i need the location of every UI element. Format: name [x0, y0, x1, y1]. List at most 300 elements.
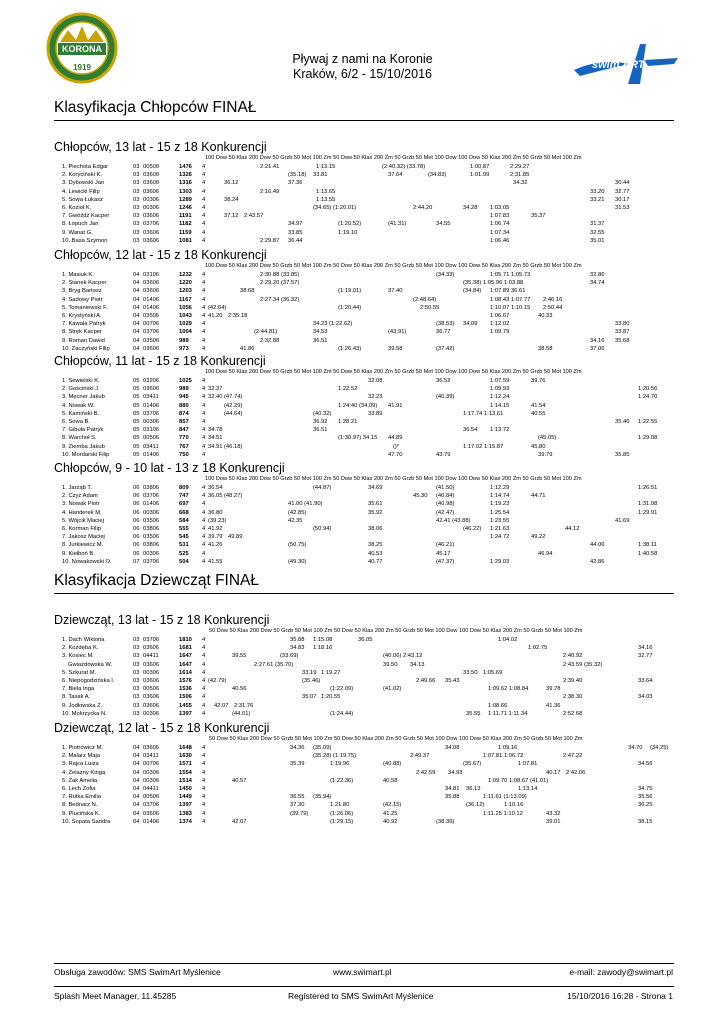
- split-time: 41.25: [383, 810, 398, 817]
- split-time: 2:42.06: [566, 769, 586, 776]
- section-divider: [54, 120, 674, 121]
- split-time: (39.23): [208, 517, 227, 524]
- event-count: 4: [202, 485, 206, 491]
- points: 555: [179, 526, 189, 532]
- split-time: (46.18): [224, 443, 243, 450]
- split-time: 1:21.63: [490, 526, 510, 532]
- split-time: 36.80: [208, 509, 223, 516]
- split-time: 1:01.99: [470, 172, 490, 179]
- logo-left-text: KORONA: [62, 44, 102, 54]
- footer-email: e-mail: zawody@swimart.pl: [569, 967, 673, 977]
- athlete-name: 7. Kawala Patryk: [62, 321, 106, 328]
- points: 1056: [179, 304, 192, 311]
- event-count: 4: [202, 661, 206, 668]
- birth-year: 05: [133, 419, 140, 425]
- club-code: 00706: [143, 321, 160, 328]
- split-time: 42.07: [214, 702, 229, 709]
- athlete-name: 5. Kamiński B.: [62, 410, 100, 417]
- split-time: 1:09.79: [490, 329, 510, 336]
- split-time: 33.19: [302, 669, 317, 676]
- split-time: 36.54: [463, 427, 478, 434]
- birth-year: 04: [133, 288, 140, 295]
- split-time: 40.57: [232, 777, 247, 784]
- split-time: 34.97: [288, 221, 303, 228]
- split-time: 1:19.96: [330, 761, 350, 768]
- split-time: 1:19.23: [490, 501, 510, 508]
- split-time: 39.78: [546, 686, 561, 693]
- event-count: 4: [202, 164, 206, 170]
- split-time: (1:19.01): [338, 288, 362, 295]
- split-time: (47.74): [224, 394, 243, 401]
- athlete-name: 3. Bryg Bartosz: [62, 288, 102, 295]
- split-time: 35.85: [615, 451, 630, 458]
- athlete-name: 5. Żak Amelia: [62, 777, 98, 784]
- club-code: 03606: [143, 661, 160, 668]
- athlete-name: 2. Stanek Kacper: [62, 280, 107, 287]
- split-time: 34.28: [463, 205, 478, 211]
- split-time: (38.53): [436, 321, 455, 328]
- split-time: 32.40: [208, 394, 223, 401]
- athlete-name: 9. Ziemba Jakub: [62, 443, 105, 450]
- athlete-name: 1. Sewielski K.: [62, 378, 100, 384]
- split-time: 1:06.74: [490, 221, 510, 228]
- birth-year: 05: [133, 443, 140, 450]
- split-time: (1:20.52): [338, 221, 362, 228]
- split-time: 30.44: [615, 180, 630, 187]
- split-time: 1:11.71 1:11.34: [488, 710, 528, 717]
- split-time: 1:23.55: [490, 517, 510, 524]
- section-title-girls: Klasyfikacja Dziewcząt FINAŁ: [54, 572, 260, 589]
- split-time: 34.51: [208, 435, 223, 442]
- points: 880: [179, 402, 189, 409]
- split-time: (35.09): [313, 745, 332, 751]
- split-time: (34.83): [428, 172, 447, 179]
- split-time: 1:10.16: [504, 802, 524, 809]
- event-count: 4: [202, 777, 206, 784]
- athlete-name: 9. Wanat G.: [62, 229, 93, 236]
- split-time: (2:40.32) (33.78): [382, 164, 426, 170]
- split-time: 2:31.76: [234, 702, 254, 709]
- birth-year: 04: [133, 329, 140, 336]
- athlete-name: 1. Masiuk K.: [62, 272, 94, 278]
- split-time: 41.55: [208, 558, 223, 565]
- split-time: 2:29.20 (37.57): [260, 280, 300, 287]
- split-time: 1:13.72: [490, 427, 510, 434]
- split-time: 37.40: [388, 288, 403, 295]
- athlete-name: 6. Lech Zofia: [62, 786, 96, 792]
- points: 1514: [179, 777, 192, 784]
- club-code: 00706: [143, 761, 160, 768]
- event-count: 4: [202, 172, 206, 179]
- birth-year: 04: [133, 280, 140, 287]
- athlete-name: 9. Jodłowska Z.: [62, 702, 103, 709]
- split-time: (44.87): [313, 485, 332, 491]
- split-time: 41.26: [208, 542, 223, 549]
- split-time: 1:03.05: [490, 205, 510, 211]
- event-count: 4: [202, 810, 206, 817]
- split-time: 1:31.08: [638, 501, 658, 508]
- split-time: 1:29.03: [490, 558, 510, 565]
- event-count: 4: [202, 818, 206, 825]
- split-time: 36.51: [313, 337, 328, 344]
- group-title: Chłopców, 11 lat - 15 z 18 Konkurencji: [54, 354, 266, 368]
- event-count: 4: [202, 786, 206, 792]
- points: 1648: [179, 745, 192, 751]
- points: 767: [179, 443, 189, 450]
- athlete-name: 9. Pluciňska K.: [62, 810, 101, 817]
- event-count: 4: [202, 237, 206, 244]
- event-count: 4: [202, 653, 206, 660]
- footer-organizer: Obsługa zawodów: SMS SwimArt Myślenice: [54, 967, 221, 977]
- split-time: 1:07.81: [518, 761, 538, 768]
- birth-year: 03: [133, 645, 140, 652]
- split-time: 1:19.27: [321, 669, 341, 676]
- split-time: 1:12.29: [490, 485, 510, 491]
- athlete-name: 7. Gwóźdź Kacper: [62, 213, 110, 220]
- athlete-name: 4. Sadowy Piotr: [62, 296, 103, 303]
- split-time: 42.07: [232, 818, 247, 825]
- split-time: (2:44.81): [254, 329, 278, 336]
- split-time: 32.55: [590, 229, 605, 236]
- birth-year: 07: [133, 558, 140, 565]
- split-time: 2:46.16: [543, 296, 563, 303]
- birth-year: 04: [133, 272, 140, 278]
- split-time: 2:35.18: [228, 313, 248, 319]
- split-time: 1:25.54: [490, 509, 510, 516]
- split-time: 2:31.85: [510, 172, 530, 179]
- section-title-boys: Klasyfikacja Chłopców FINAŁ: [54, 99, 257, 116]
- event-count: 4: [202, 296, 206, 303]
- event-count: 4: [202, 517, 206, 524]
- athlete-name: 4. Żelazny Kinga: [62, 769, 106, 776]
- split-time: 38.06: [368, 526, 383, 532]
- split-time: 34.69: [368, 485, 383, 491]
- split-time: 1:26.51: [638, 485, 658, 491]
- split-time: 36.05: [208, 493, 223, 500]
- club-code: 00306: [143, 205, 160, 211]
- split-time: 33.85: [288, 229, 303, 236]
- athlete-name: 10. Mokrzycka N.: [62, 710, 107, 717]
- birth-year: 03: [133, 213, 140, 220]
- event-count: 4: [202, 637, 206, 643]
- athlete-name: 8. Łopuch Jan: [62, 221, 99, 228]
- split-time: 47.70: [388, 451, 403, 458]
- split-time: 1:28.21: [338, 419, 358, 425]
- birth-year: 05: [133, 378, 140, 384]
- birth-year: 04: [133, 802, 140, 809]
- split-time: (45.05): [538, 435, 557, 442]
- split-time: 2:50.55: [420, 304, 440, 311]
- split-time: (44.64): [224, 410, 243, 417]
- event-count: 4: [202, 501, 206, 508]
- footer-page: 15/10/2016 16:28 - Strona 1: [567, 991, 673, 1001]
- split-time: 37.36: [288, 180, 303, 187]
- birth-year: 03: [133, 196, 140, 203]
- split-time: 1:20.56: [638, 386, 658, 393]
- club-code: 03506: [143, 313, 160, 319]
- split-time: 34.53: [313, 329, 328, 336]
- split-time: (40.98): [436, 501, 455, 508]
- split-time: 1:13.15: [316, 164, 336, 170]
- birth-year: 04: [133, 818, 140, 825]
- birth-year: 03: [133, 661, 140, 668]
- split-time: (35.28) (1:19.75): [313, 753, 357, 760]
- split-time: 34.83: [290, 645, 305, 652]
- split-time: (42.47): [436, 509, 455, 516]
- split-time: 44.00: [590, 542, 605, 549]
- split-time: 33.50: [463, 669, 478, 676]
- club-code: 00506: [143, 164, 160, 170]
- split-time: 1:22.55: [638, 419, 658, 425]
- split-time: (37.42): [436, 345, 455, 352]
- split-time: 1:11.25 1:10.12: [483, 810, 523, 817]
- birth-year: 03: [133, 229, 140, 236]
- split-time: 1:29.91: [638, 509, 658, 516]
- points: 1374: [179, 818, 192, 825]
- event-count: 4: [202, 221, 206, 228]
- athlete-name: 7. Gibuła Patryk: [62, 427, 104, 434]
- split-time: 34.36: [290, 745, 305, 751]
- points: 1326: [179, 172, 192, 179]
- split-time: 1:07.83: [490, 213, 510, 220]
- points: 1647: [179, 653, 192, 660]
- split-time: 2:52.68: [563, 710, 583, 717]
- points: 1316: [179, 180, 192, 187]
- athlete-name: 2. Czyż Adam: [62, 493, 98, 500]
- split-time: 35.88: [290, 637, 305, 643]
- event-count: 4: [202, 710, 206, 717]
- split-time: 33.80: [615, 321, 630, 328]
- split-time: 1:13.65: [316, 188, 336, 195]
- split-time: 37.06: [590, 345, 605, 352]
- split-time: 44.71: [531, 493, 546, 500]
- athlete-name: 8. Bednarz N.: [62, 802, 98, 809]
- logo-left-year: 1919: [73, 63, 91, 72]
- split-time: 41.36: [546, 702, 561, 709]
- split-time: (35.67): [463, 761, 482, 768]
- points: 1029: [179, 321, 192, 328]
- split-time: 34.13: [410, 661, 425, 668]
- split-time: 35.55: [466, 710, 481, 717]
- split-time: 36.52: [436, 378, 451, 384]
- split-time: 2:29.87: [260, 237, 280, 244]
- birth-year: 06: [133, 550, 140, 557]
- event-count: 4: [202, 205, 206, 211]
- points: 1167: [179, 296, 192, 303]
- split-time: 2:43.57: [244, 213, 264, 220]
- split-time: 34.03: [638, 694, 653, 701]
- points: 1025: [179, 378, 192, 384]
- birth-year: 06: [133, 526, 140, 532]
- birth-year: 04: [133, 810, 140, 817]
- event-count: 4: [202, 337, 206, 344]
- split-time: 41.86: [240, 345, 255, 352]
- split-time: 38.58: [538, 345, 553, 352]
- points: 1630: [179, 753, 192, 760]
- column-header: 100 Dow 50 Klas 200 Dow 50 Grzb 50 Mot 100 Zm 50 Dow 50 Klas 200 Zm 50 Grzb 50 Mot 100 Dow 100 Dow 50 Klas 200 Zm 50 Grzb 50 Mot 100 Zm: [205, 476, 582, 482]
- birth-year: 06: [133, 493, 140, 500]
- athlete-name: 10. Nowakowski O.: [62, 558, 112, 565]
- split-time: 38.68: [240, 288, 255, 295]
- split-time: 35.88: [445, 794, 460, 801]
- athlete-name: 3. Rajca Luiza: [62, 761, 99, 768]
- split-time: (40.06) 2:43.12: [383, 653, 423, 660]
- split-time: 39.58: [388, 345, 403, 352]
- points: 531: [179, 542, 189, 549]
- split-time: 42.86: [590, 558, 605, 565]
- split-time: 2:27.34 (36.32): [260, 296, 300, 303]
- athlete-name: 1. Dach Wiktoria: [62, 637, 105, 643]
- section-divider: [54, 593, 674, 594]
- event-count: 4: [202, 378, 206, 384]
- athlete-name: 4. Handerek M.: [62, 509, 102, 516]
- split-time: 35.92: [368, 509, 383, 516]
- club-code: 03806: [143, 485, 160, 491]
- points: 1576: [179, 678, 192, 684]
- event-count: 4: [202, 272, 206, 278]
- split-time: (1:20.44): [338, 304, 362, 311]
- column-header: 100 Dow 50 Klas 200 Dow 50 Grzb 50 Mot 100 Zm 50 Dow 50 Klas 200 Zm 50 Grzb 50 Mot 100 Dow 100 Dow 50 Klas 200 Zm 50 Grzb 50 Mot 100 Zm: [205, 263, 582, 269]
- split-time: 45.30: [413, 493, 428, 500]
- column-header: 100 Dow 50 Klas 200 Dow 50 Grzb 50 Mot 100 Zm 50 Dow 50 Klas 200 Zm 50 Grzb 50 Mot 100 Dow 100 Dow 50 Klas 200 Zm 50 Grzb 50 Mot 100 Zm: [205, 369, 582, 375]
- split-time: (41.31): [388, 221, 407, 228]
- birth-year: 06: [133, 517, 140, 524]
- club-code: 03606: [143, 280, 160, 287]
- event-count: 4: [202, 678, 206, 684]
- points: 770: [179, 435, 189, 442]
- birth-year: 05: [133, 427, 140, 434]
- split-time: 34.09: [463, 321, 478, 328]
- split-time: (1:22.36): [330, 777, 354, 784]
- group-title: Dziewcząt, 12 lat - 15 z 18 Konkurencji: [54, 721, 270, 735]
- split-time: 36.05: [358, 637, 373, 643]
- birth-year: 03: [133, 653, 140, 660]
- points: 1159: [179, 229, 192, 236]
- split-time: 1:12.02: [490, 321, 510, 328]
- split-time: (42.15): [383, 802, 402, 809]
- split-time: 1:07.81 1:06.72: [483, 753, 524, 760]
- club-code: 01406: [143, 818, 160, 825]
- athlete-name: 10. Mordarski Filip: [62, 451, 110, 458]
- club-code: 03606: [143, 213, 160, 220]
- split-time: 33.64: [638, 678, 653, 684]
- split-time: 1:17.02 1:15.87: [463, 443, 504, 450]
- points: 1232: [179, 272, 192, 278]
- club-code: 03606: [143, 288, 160, 295]
- points: 989: [179, 337, 189, 344]
- points: 697: [179, 501, 189, 508]
- club-code: 03606: [143, 172, 160, 179]
- birth-year: 03: [133, 164, 140, 170]
- points: 1289: [179, 196, 192, 203]
- club-code: 01406: [143, 296, 160, 303]
- split-time: 39.01: [546, 818, 561, 825]
- points: 1450: [179, 786, 192, 792]
- split-time: 1:09.62 1:08.84: [488, 686, 529, 693]
- split-time: (34.25): [650, 745, 669, 751]
- club-code: 03606: [143, 180, 160, 187]
- event-count: 4: [202, 321, 206, 328]
- club-code: 03606: [143, 810, 160, 817]
- club-code: 03106: [143, 427, 160, 434]
- split-time: 30.17: [615, 196, 630, 203]
- split-time: (1:30.97) 34.15: [338, 435, 378, 442]
- athlete-name: 6. Krystyński A.: [62, 313, 102, 319]
- split-time: 42.35: [288, 517, 303, 524]
- athlete-name: 5. Sowa Łukasz: [62, 196, 103, 203]
- points: 1647: [179, 661, 192, 668]
- split-time: 35.39: [290, 761, 305, 768]
- split-time: 1:10.07 1:10.15: [490, 304, 531, 311]
- split-time: 39.79: [538, 451, 553, 458]
- split-time: (46.22): [463, 526, 482, 532]
- club-code: 00506: [143, 686, 160, 693]
- split-time: 1:14.74: [490, 493, 510, 500]
- split-time: 42.41 (43.88): [436, 517, 471, 524]
- split-time: (42.64): [208, 304, 227, 311]
- club-code: 03606: [143, 345, 160, 352]
- split-time: 35.43: [445, 678, 460, 684]
- event-count: 4: [202, 645, 206, 652]
- points: 1476: [179, 164, 192, 170]
- points: 1536: [179, 686, 192, 693]
- birth-year: 03: [133, 686, 140, 693]
- club-code: 03106: [143, 272, 160, 278]
- athlete-name: 6. Sowa B.: [62, 419, 91, 425]
- split-time: 2:44.20: [413, 205, 433, 211]
- club-code: 01406: [143, 402, 160, 409]
- split-time: 32.37: [208, 386, 223, 393]
- split-time: 45.17: [436, 550, 451, 557]
- event-count: 4: [202, 753, 206, 760]
- split-time: (2:48.64): [413, 296, 437, 303]
- split-time: (42.85): [288, 509, 307, 516]
- split-time: (1:22.09): [330, 686, 354, 693]
- club-code: 00306: [143, 710, 160, 717]
- split-time: 1:05.71 1:05.73: [490, 272, 531, 278]
- split-time: 35.01: [590, 237, 605, 244]
- split-time: (48.27): [224, 493, 243, 500]
- birth-year: 05: [133, 410, 140, 417]
- split-time: 34.74: [590, 280, 605, 287]
- column-header: 100 Dow 50 Klas 200 Dow 50 Grzb 50 Mot 100 Zm 50 Dow 50 Klas 200 Zm 50 Grzb 50 Mot 100 Dow 100 Dow 50 Klas 200 Zm 50 Grzb 50 Mot 100 Zm: [205, 155, 582, 161]
- split-time: 40.53: [368, 550, 383, 557]
- split-time: 34.16: [590, 337, 605, 344]
- birth-year: 03: [133, 180, 140, 187]
- split-time: 1:24.70: [638, 394, 658, 401]
- split-time: 2:32.88: [260, 337, 280, 344]
- points: 874: [179, 410, 189, 417]
- split-time: 35.61: [368, 501, 383, 508]
- logo-right-text: swim ART: [592, 59, 645, 71]
- split-time: 1:40.58: [638, 550, 658, 557]
- athlete-name: 7. Jakosz Maciej: [62, 534, 105, 541]
- points: 1203: [179, 288, 192, 295]
- athlete-name: 2. Koryciński K.: [62, 172, 102, 179]
- event-count: 4: [202, 558, 206, 565]
- event-count: 4: [202, 769, 206, 776]
- group-title: Chłopców, 12 lat - 15 z 18 Konkurencji: [54, 248, 267, 262]
- split-time: 32.23: [368, 394, 383, 401]
- athlete-name: 5. Tomaniewski F.: [62, 304, 108, 311]
- athlete-name: Gwiazdowska W.: [68, 661, 113, 668]
- club-code: 00306: [143, 419, 160, 425]
- split-time: (35.18): [288, 172, 307, 179]
- split-time: (42.79): [208, 678, 227, 684]
- split-time: 36.12: [224, 180, 239, 187]
- footer-software: Splash Meet Manager, 11.45285: [54, 991, 177, 1001]
- split-time: 1:08.66: [488, 702, 508, 709]
